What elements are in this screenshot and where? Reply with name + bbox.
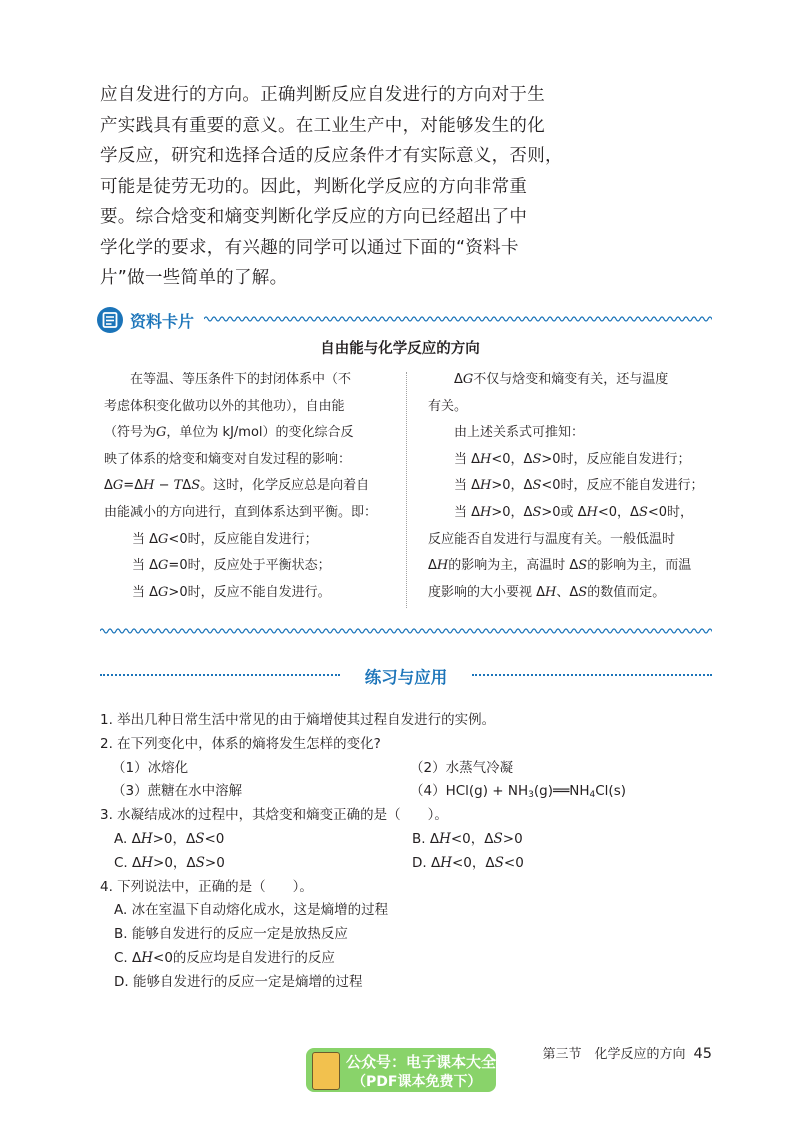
intro-line: 学反应，研究和选择合适的反应条件才有实际意义，否则，	[100, 146, 563, 166]
info-card-subtitle: 自由能与化学反应的方向	[320, 341, 480, 357]
page-footer	[543, 1043, 712, 1062]
question-3-options-row	[100, 852, 720, 876]
option-c: C. ΔH<0的反应均是自发进行的反应	[114, 949, 335, 966]
option-b: B. 能够自发进行的反应一定是放热反应	[114, 926, 348, 943]
info-card-left-column	[104, 367, 394, 606]
info-card-right-column	[428, 367, 713, 606]
sub-item: （2）水蒸气冷凝	[410, 759, 514, 776]
exercises-header	[100, 662, 712, 688]
question-3: 3. 水凝结成冰的过程中，其焓变和熵变正确的是（ ）。	[100, 807, 448, 824]
wave-divider-bottom	[100, 627, 712, 635]
banner-line-2: （PDF课本免费下）	[352, 1074, 482, 1090]
condition-line: 当 ΔG<0时，反应能自发进行；	[132, 531, 318, 547]
document-icon	[96, 306, 124, 334]
question-1: 1. 举出几种日常生活中常见的由于熵增使其过程自发进行的实例。	[100, 712, 496, 728]
info-card-header	[96, 306, 712, 336]
card-text-line: 在等温、等压条件下的封闭体系中（不	[130, 372, 352, 387]
option-a: A. ΔH>0，ΔS<0	[114, 830, 225, 847]
exercises-list	[100, 709, 720, 995]
sub-item: （3）蔗糖在水中溶解	[112, 783, 243, 800]
section-name: 第三节 化学反应的方向	[542, 1047, 686, 1062]
formula-line: ΔG=ΔH − TΔS。这时，化学反应总是向着自	[104, 478, 370, 494]
question-3-options-row	[100, 828, 720, 852]
intro-line: 产实践具有重要的意义。在工业生产中，对能够发生的化	[100, 115, 545, 136]
option-c: C. ΔH>0，ΔS>0	[114, 854, 225, 871]
question-2: 2. 在下列变化中，体系的熵将发生怎样的变化?	[100, 735, 381, 752]
card-text-line: ΔG不仅与焓变和熵变有关，还与温度	[454, 372, 669, 387]
question-2-options-row	[100, 757, 720, 781]
watermark-banner	[306, 1048, 496, 1092]
book-icon	[312, 1052, 340, 1090]
option-d: D. ΔH<0，ΔS<0	[412, 854, 524, 871]
sub-item: $(4)HCl(g) + NH_3(g)══NH_4Cl(s)$	[410, 783, 626, 801]
column-divider	[406, 372, 407, 608]
card-text-line: ΔH的影响为主，高温时 ΔS的影响为主，而温	[428, 558, 692, 574]
card-text-line: 度影响的大小要视 ΔH、ΔS的数值而定。	[428, 584, 666, 600]
condition-line: 当 ΔH>0，ΔS>0或 ΔH<0，ΔS<0时，	[454, 504, 694, 520]
wave-divider-top	[204, 315, 712, 323]
condition-line: 当 ΔH>0，ΔS<0时，反应不能自发进行；	[454, 478, 704, 494]
question-4: 4. 下列说法中，正确的是（ ）。	[100, 878, 313, 895]
question-2-options-row	[100, 780, 720, 804]
banner-line-1: 公众号：电子课本大全	[346, 1053, 497, 1071]
exercises-title: 练习与应用	[364, 668, 448, 687]
dotted-rule-right	[472, 674, 712, 676]
card-text-line: 有关。	[428, 398, 468, 414]
page-number: 45	[693, 1046, 712, 1062]
card-text-line: 映了体系的焓变和熵变对自发过程的影响：	[104, 451, 352, 467]
intro-line: 可能是徒劳无功的。因此，判断化学反应的方向非常重	[100, 176, 528, 197]
condition-line: 当 ΔG=0时，反应处于平衡状态；	[132, 558, 331, 574]
option-a: A. 冰在室温下自动熔化成水，这是熵增的过程	[114, 902, 389, 919]
intro-paragraph	[100, 80, 700, 294]
card-text-line: 由能减小的方向进行，直到体系达到平衡。即：	[104, 504, 378, 520]
intro-line: 学化学的要求，有兴趣的同学可以通过下面的“资料卡	[100, 237, 519, 258]
condition-line: 当 ΔH<0，ΔS>0时，反应能自发进行；	[454, 451, 691, 467]
condition-line: 当 ΔG>0时，反应不能自发进行。	[132, 584, 331, 600]
intro-line: 要。综合焓变和熵变判断化学反应的方向已经超出了中	[100, 207, 528, 227]
sub-item: （1）冰熔化	[112, 759, 189, 776]
option-b: B. ΔH<0，ΔS>0	[412, 830, 523, 847]
option-d: D. 能够自发进行的反应一定是熵增的过程	[114, 973, 363, 990]
card-text-line: 反应能否自发进行与温度有关。一般低温时	[428, 531, 676, 547]
card-text-line: 考虑体积变化做功以外的其他功），自由能	[104, 398, 345, 414]
intro-line: 片”做一些简单的了解。	[100, 268, 288, 288]
card-text-line: （符号为G，单位为 kJ/mol）的变化综合反	[104, 425, 354, 441]
info-card-title: 资料卡片	[130, 312, 195, 331]
card-text-line: 由上述关系式可推知：	[454, 425, 585, 441]
intro-line: 应自发进行的方向。正确判断反应自发进行的方向对于生	[100, 85, 545, 105]
